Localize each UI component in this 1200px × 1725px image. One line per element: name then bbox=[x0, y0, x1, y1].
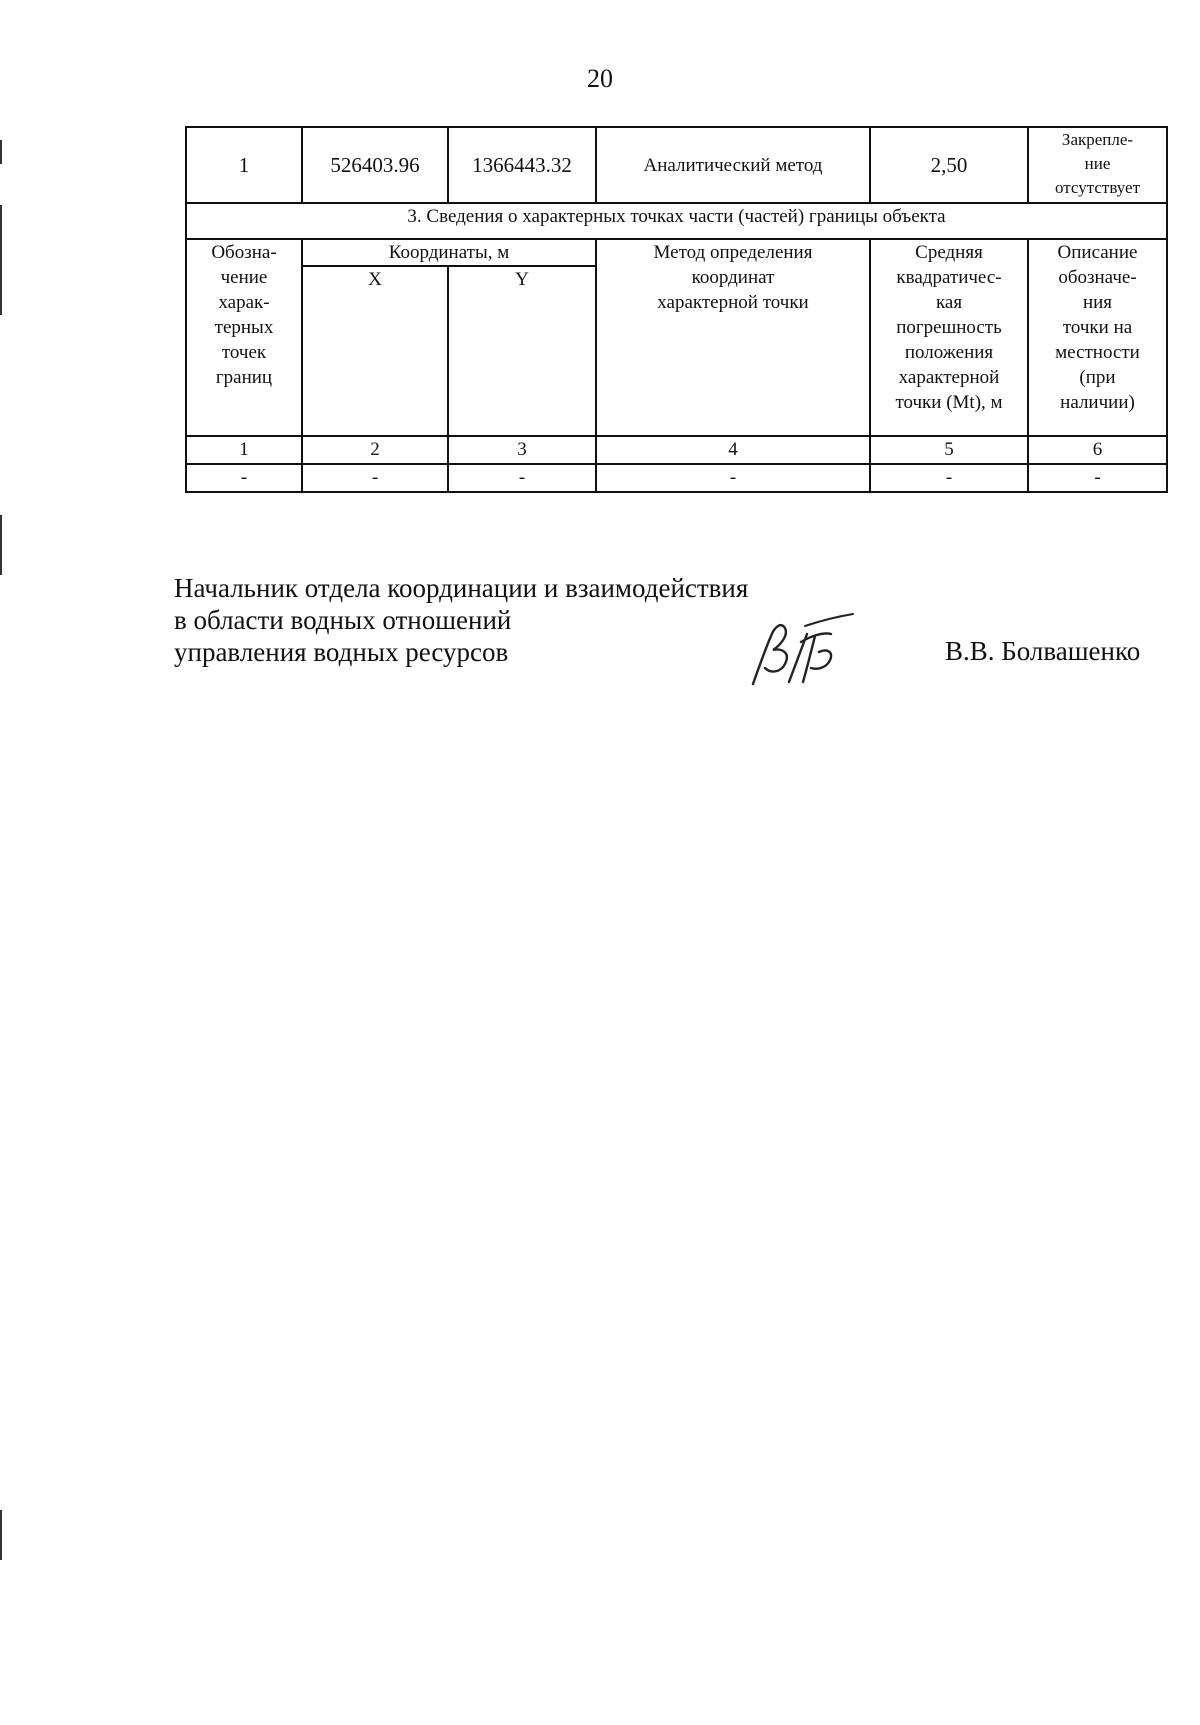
header-line: квадратичес- bbox=[896, 267, 1002, 288]
position-line: в области водных отношений bbox=[174, 605, 512, 635]
empty-cell: - bbox=[1028, 464, 1167, 492]
header-line: ния bbox=[1082, 292, 1113, 313]
section-title: 3. Сведения о характерных точках части (частей) границы объекта bbox=[186, 203, 1167, 239]
header-line: положения bbox=[904, 342, 994, 363]
column-number: 1 bbox=[186, 436, 302, 464]
header-line: кая bbox=[935, 292, 963, 313]
header-line: характерной точки bbox=[657, 292, 809, 313]
empty-cell: - bbox=[302, 464, 448, 492]
boundary-points-table bbox=[185, 126, 1168, 493]
signer-position bbox=[174, 572, 748, 668]
column-number: 6 bbox=[1028, 436, 1167, 464]
header-line: чение bbox=[220, 267, 268, 288]
coordinates-header: Координаты, м bbox=[302, 239, 596, 266]
empty-cell: - bbox=[186, 464, 302, 492]
empty-cell: - bbox=[448, 464, 596, 492]
header-line: харак- bbox=[218, 292, 270, 313]
scan-edge-mark bbox=[0, 515, 2, 575]
description-header bbox=[1028, 239, 1167, 436]
header-line: границ bbox=[215, 367, 273, 388]
designation-header bbox=[186, 239, 302, 436]
error-cell: 2,50 bbox=[870, 127, 1028, 203]
x-header: X bbox=[302, 266, 448, 436]
scan-edge-mark bbox=[0, 140, 2, 164]
description-line: Закрепле- bbox=[1061, 130, 1134, 149]
signer-name: В.В. Болвашенко bbox=[945, 636, 1141, 666]
empty-cell: - bbox=[870, 464, 1028, 492]
header-line: местности bbox=[1055, 342, 1140, 363]
section-title-row bbox=[186, 203, 1167, 239]
header-line: обозначе- bbox=[1058, 267, 1137, 288]
column-number-row bbox=[186, 436, 1167, 464]
header-line: Средняя bbox=[915, 242, 983, 263]
header-line: точек bbox=[221, 342, 267, 363]
description-cell bbox=[1028, 127, 1167, 203]
handwritten-signature bbox=[745, 612, 855, 692]
table-row bbox=[186, 127, 1167, 203]
table-row bbox=[186, 464, 1167, 492]
y-coordinate-cell: 1366443.32 bbox=[448, 127, 596, 203]
x-coordinate-cell: 526403.96 bbox=[302, 127, 448, 203]
y-header: Y bbox=[448, 266, 596, 436]
header-line: (при bbox=[1079, 367, 1116, 388]
page-number: 20 bbox=[587, 64, 613, 93]
column-number: 5 bbox=[870, 436, 1028, 464]
description-line: ние bbox=[1084, 154, 1111, 173]
header-line: точки (Mt), м bbox=[895, 392, 1003, 413]
column-number: 3 bbox=[448, 436, 596, 464]
header-line: Метод определения bbox=[653, 242, 813, 263]
empty-cell: - bbox=[596, 464, 870, 492]
header-line: терных bbox=[214, 317, 274, 338]
error-header bbox=[870, 239, 1028, 436]
point-cell: 1 bbox=[186, 127, 302, 203]
scan-edge-mark bbox=[0, 1510, 2, 1560]
column-number: 2 bbox=[302, 436, 448, 464]
description-line: отсутствует bbox=[1054, 178, 1141, 197]
scan-edge-mark bbox=[0, 205, 2, 315]
header-line: погрешность bbox=[896, 317, 1002, 338]
header-line: точки на bbox=[1062, 317, 1133, 338]
header-line: характерной bbox=[898, 367, 1000, 388]
method-header bbox=[596, 239, 870, 436]
position-line: Начальник отдела координации и взаимодействия bbox=[174, 573, 749, 603]
header-line: Описание bbox=[1057, 242, 1138, 263]
column-number: 4 bbox=[596, 436, 870, 464]
header-line: координат bbox=[691, 267, 775, 288]
position-line: управления водных ресурсов bbox=[174, 637, 509, 667]
header-row bbox=[186, 239, 1167, 266]
header-line: наличии) bbox=[1060, 392, 1135, 413]
header-line: Обозна- bbox=[211, 242, 277, 263]
method-cell: Аналитический метод bbox=[596, 127, 870, 203]
